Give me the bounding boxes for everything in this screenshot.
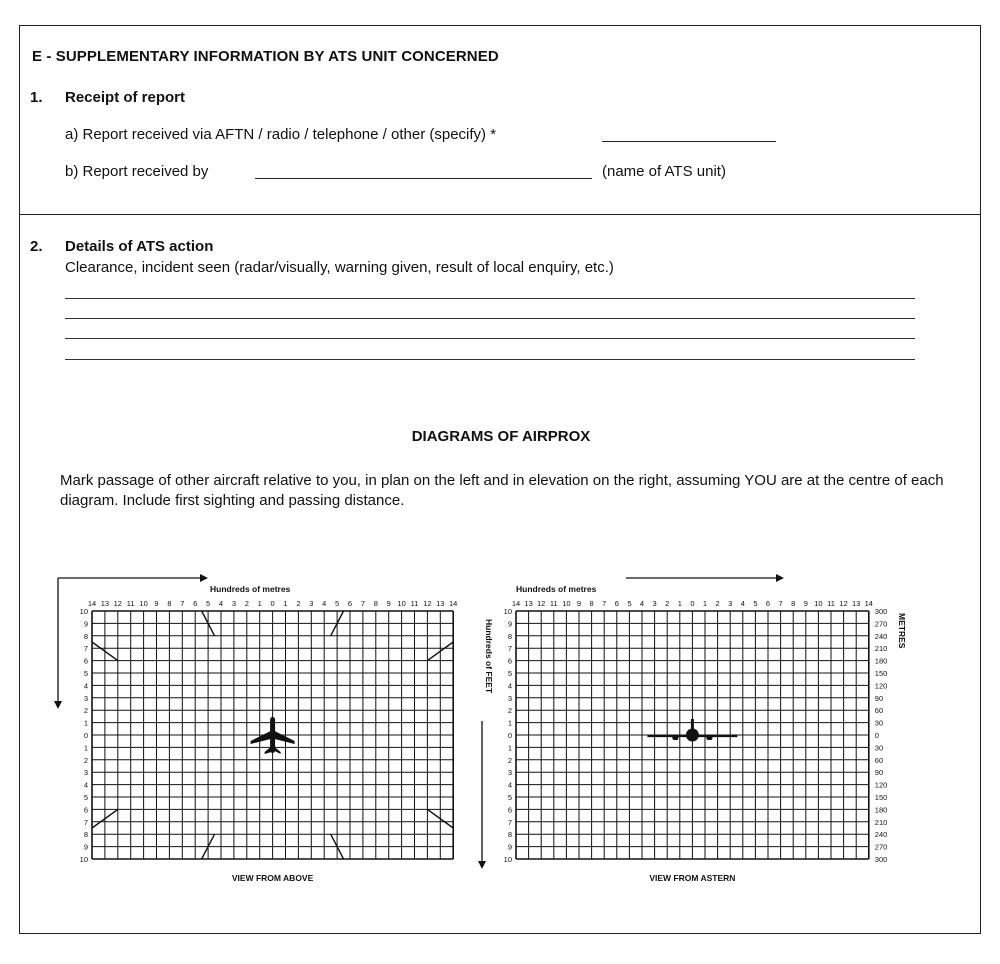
fin	[691, 719, 694, 731]
x-tick-label: 3	[728, 599, 733, 608]
x-tick-label: 9	[386, 599, 391, 608]
ats-action-number: 2.	[30, 238, 43, 255]
metre-tick-label: 210	[874, 817, 888, 827]
item-a-input-line[interactable]	[602, 141, 776, 142]
y-tick-label: 1	[83, 718, 88, 728]
diagrams-instructions: Mark passage of other aircraft relative to you, in plan on the left and in elevation on the right, assuming YOU are at the centre of each diagram. Include first sighting and passing distance.	[60, 472, 944, 509]
x-tick-label: 14	[449, 599, 458, 608]
y-tick-label: 7	[507, 817, 512, 827]
x-tick-label: 7	[180, 599, 185, 608]
x-tick-label: 1	[257, 599, 262, 608]
ats-action-subtext: Clearance, incident seen (radar/visually, warning given, result of local enquiry, etc.)	[65, 259, 614, 276]
metre-tick-label: 0	[874, 731, 879, 740]
x-tick-label: 12	[113, 599, 122, 608]
metre-tick-label: 270	[874, 842, 888, 852]
item-b-suffix: (name of ATS unit)	[602, 163, 726, 180]
x-tick-label: 4	[639, 599, 645, 608]
y-tick-label: 3	[507, 693, 512, 703]
y-tick-label: 10	[503, 607, 512, 616]
y-tick-label: 5	[507, 793, 512, 802]
x-tick-label: 13	[852, 599, 861, 608]
x-tick-label: 8	[373, 599, 378, 608]
y-tick-label: 2	[507, 706, 512, 716]
y-tick-label: 0	[507, 731, 512, 740]
metre-tick-label: 30	[874, 718, 884, 728]
top-axis-label: Hundreds of metres	[210, 584, 291, 594]
y-tick-label: 10	[503, 855, 512, 864]
x-tick-label: 2	[715, 599, 720, 608]
x-tick-label: 1	[677, 599, 682, 608]
y-tick-label: 6	[83, 805, 88, 815]
x-tick-label: 6	[614, 599, 619, 608]
x-tick-label: 9	[576, 599, 582, 608]
metre-tick-label: 30	[874, 743, 884, 753]
x-tick-label: 5	[627, 599, 632, 608]
x-tick-label: 11	[827, 599, 835, 608]
y-tick-label: 4	[83, 681, 88, 691]
y-tick-label: 5	[507, 669, 512, 678]
diagram-caption: VIEW FROM ASTERN	[649, 873, 736, 883]
x-tick-label: 1	[702, 599, 708, 608]
x-tick-label: 2	[244, 599, 249, 608]
y-tick-label: 2	[507, 755, 512, 765]
metre-tick-label: 60	[874, 706, 884, 716]
y-tick-label: 3	[83, 693, 88, 703]
x-tick-label: 12	[839, 599, 848, 608]
x-tick-label: 8	[589, 599, 594, 608]
view-from-above-diagram[interactable]	[50, 571, 470, 891]
x-tick-label: 14	[864, 599, 873, 608]
y-tick-label: 8	[83, 631, 88, 641]
y-tick-label: 3	[507, 768, 512, 778]
y-tick-label: 0	[83, 731, 88, 740]
x-tick-label: 13	[436, 599, 445, 608]
x-tick-label: 5	[335, 599, 340, 608]
x-tick-label: 8	[167, 599, 172, 608]
metre-tick-label: 120	[874, 681, 888, 691]
y-tick-label: 8	[507, 631, 512, 641]
x-tick-label: 10	[814, 599, 823, 608]
view-from-astern-diagram[interactable]	[476, 571, 936, 891]
y-tick-label: 6	[507, 805, 512, 815]
x-tick-label: 10	[139, 599, 148, 608]
receipt-heading: Receipt of report	[65, 89, 186, 106]
x-tick-label: 12	[423, 599, 432, 608]
x-tick-label: 9	[803, 599, 808, 608]
y-tick-label: 4	[507, 681, 512, 691]
x-tick-label: 6	[347, 599, 353, 608]
write-in-line-4[interactable]	[65, 359, 915, 360]
metre-tick-label: 90	[874, 768, 884, 778]
x-tick-label: 11	[549, 599, 558, 608]
metre-tick-label: 240	[874, 830, 888, 840]
y-tick-label: 6	[83, 656, 88, 666]
engine-left	[672, 735, 678, 740]
y-tick-label: 9	[83, 842, 88, 852]
item-a-label: a) Report received via AFTN / radio / telephone / other (specify) *	[65, 126, 497, 143]
x-tick-label: 10	[397, 599, 406, 608]
metre-tick-label: 120	[874, 780, 888, 790]
x-tick-label: 1	[283, 599, 288, 608]
y-tick-label: 1	[507, 743, 512, 753]
y-tick-label: 3	[83, 768, 88, 778]
x-tick-label: 13	[524, 599, 533, 608]
metre-tick-label: 300	[874, 607, 888, 616]
x-tick-label: 0	[270, 599, 275, 608]
y-tick-label: 10	[79, 855, 88, 864]
write-in-line-3[interactable]	[65, 338, 915, 339]
section-divider	[20, 214, 980, 215]
metre-tick-label: 150	[874, 793, 888, 802]
x-tick-label: 3	[309, 599, 314, 608]
section-heading: E - SUPPLEMENTARY INFORMATION BY ATS UNIT CONCERNED	[32, 48, 499, 65]
x-tick-label: 12	[537, 599, 546, 608]
x-tick-label: 4	[218, 599, 224, 608]
x-tick-label: 5	[753, 599, 758, 608]
arrowhead-right-icon	[200, 574, 208, 582]
y-tick-label: 1	[507, 718, 512, 728]
y-tick-label: 5	[83, 669, 88, 678]
y-tick-label: 10	[79, 607, 88, 616]
engine-right	[706, 735, 712, 740]
right-axis-label: METRES	[896, 613, 907, 649]
metre-tick-label: 60	[874, 755, 884, 765]
y-tick-label: 1	[83, 743, 88, 753]
supplementary-info-form	[19, 25, 981, 934]
item-b-label: b) Report received by	[65, 163, 209, 180]
x-tick-label: 9	[154, 599, 159, 608]
y-tick-label: 2	[83, 706, 88, 716]
y-tick-label: 7	[507, 644, 512, 654]
x-tick-label: 7	[602, 599, 607, 608]
y-tick-label: 7	[83, 817, 88, 827]
y-tick-label: 9	[83, 619, 88, 629]
x-tick-label: 8	[791, 599, 796, 608]
metre-tick-label: 270	[874, 619, 888, 629]
diagrams-title: DIAGRAMS OF AIRPROX	[411, 428, 591, 445]
x-tick-label: 2	[665, 599, 670, 608]
x-tick-label: 14	[87, 599, 97, 608]
side-axis-label: Hundreds of FEET	[484, 619, 494, 694]
top-axis-label: Hundreds of metres	[516, 584, 597, 594]
y-tick-label: 6	[507, 656, 512, 666]
x-tick-label: 4	[322, 599, 327, 608]
metre-tick-label: 180	[874, 656, 888, 666]
x-tick-label: 6	[193, 599, 198, 608]
y-tick-label: 9	[507, 619, 512, 629]
write-in-line-1[interactable]	[65, 298, 915, 299]
y-tick-label: 9	[507, 842, 512, 852]
y-tick-label: 2	[83, 755, 88, 765]
x-tick-label: 7	[360, 599, 365, 608]
x-tick-label: 2	[296, 599, 301, 608]
metre-tick-label: 150	[874, 669, 888, 678]
x-tick-label: 11	[410, 599, 419, 608]
x-tick-label: 3	[231, 599, 236, 608]
y-tick-label: 7	[83, 644, 88, 654]
x-tick-label: 0	[690, 599, 695, 608]
arrowhead-right-icon	[776, 574, 784, 582]
y-tick-label: 4	[83, 780, 88, 790]
receipt-number: 1.	[30, 89, 43, 106]
y-tick-label: 5	[83, 793, 88, 802]
arrowhead-down-icon	[478, 861, 486, 869]
x-tick-label: 13	[100, 599, 110, 608]
x-tick-label: 10	[562, 599, 571, 608]
y-tick-label: 4	[507, 780, 512, 790]
metre-tick-label: 90	[874, 693, 884, 703]
x-tick-label: 4	[740, 599, 745, 608]
y-tick-label: 8	[83, 830, 88, 840]
item-b-input-line[interactable]	[255, 178, 592, 179]
metre-tick-label: 240	[874, 631, 888, 641]
ats-action-heading: Details of ATS action	[65, 238, 214, 255]
arrowhead-down-icon	[54, 701, 62, 709]
x-tick-label: 3	[652, 599, 657, 608]
metre-tick-label: 210	[874, 644, 888, 654]
metre-tick-label: 180	[874, 805, 888, 815]
x-tick-label: 7	[778, 599, 783, 608]
x-tick-label: 14	[511, 599, 521, 608]
x-tick-label: 5	[206, 599, 211, 608]
diagram-caption: VIEW FROM ABOVE	[231, 873, 314, 883]
y-tick-label: 8	[507, 830, 512, 840]
x-tick-label: 11	[126, 599, 135, 608]
metre-tick-label: 300	[874, 855, 888, 864]
x-tick-label: 6	[765, 599, 771, 608]
write-in-line-2[interactable]	[65, 318, 915, 319]
